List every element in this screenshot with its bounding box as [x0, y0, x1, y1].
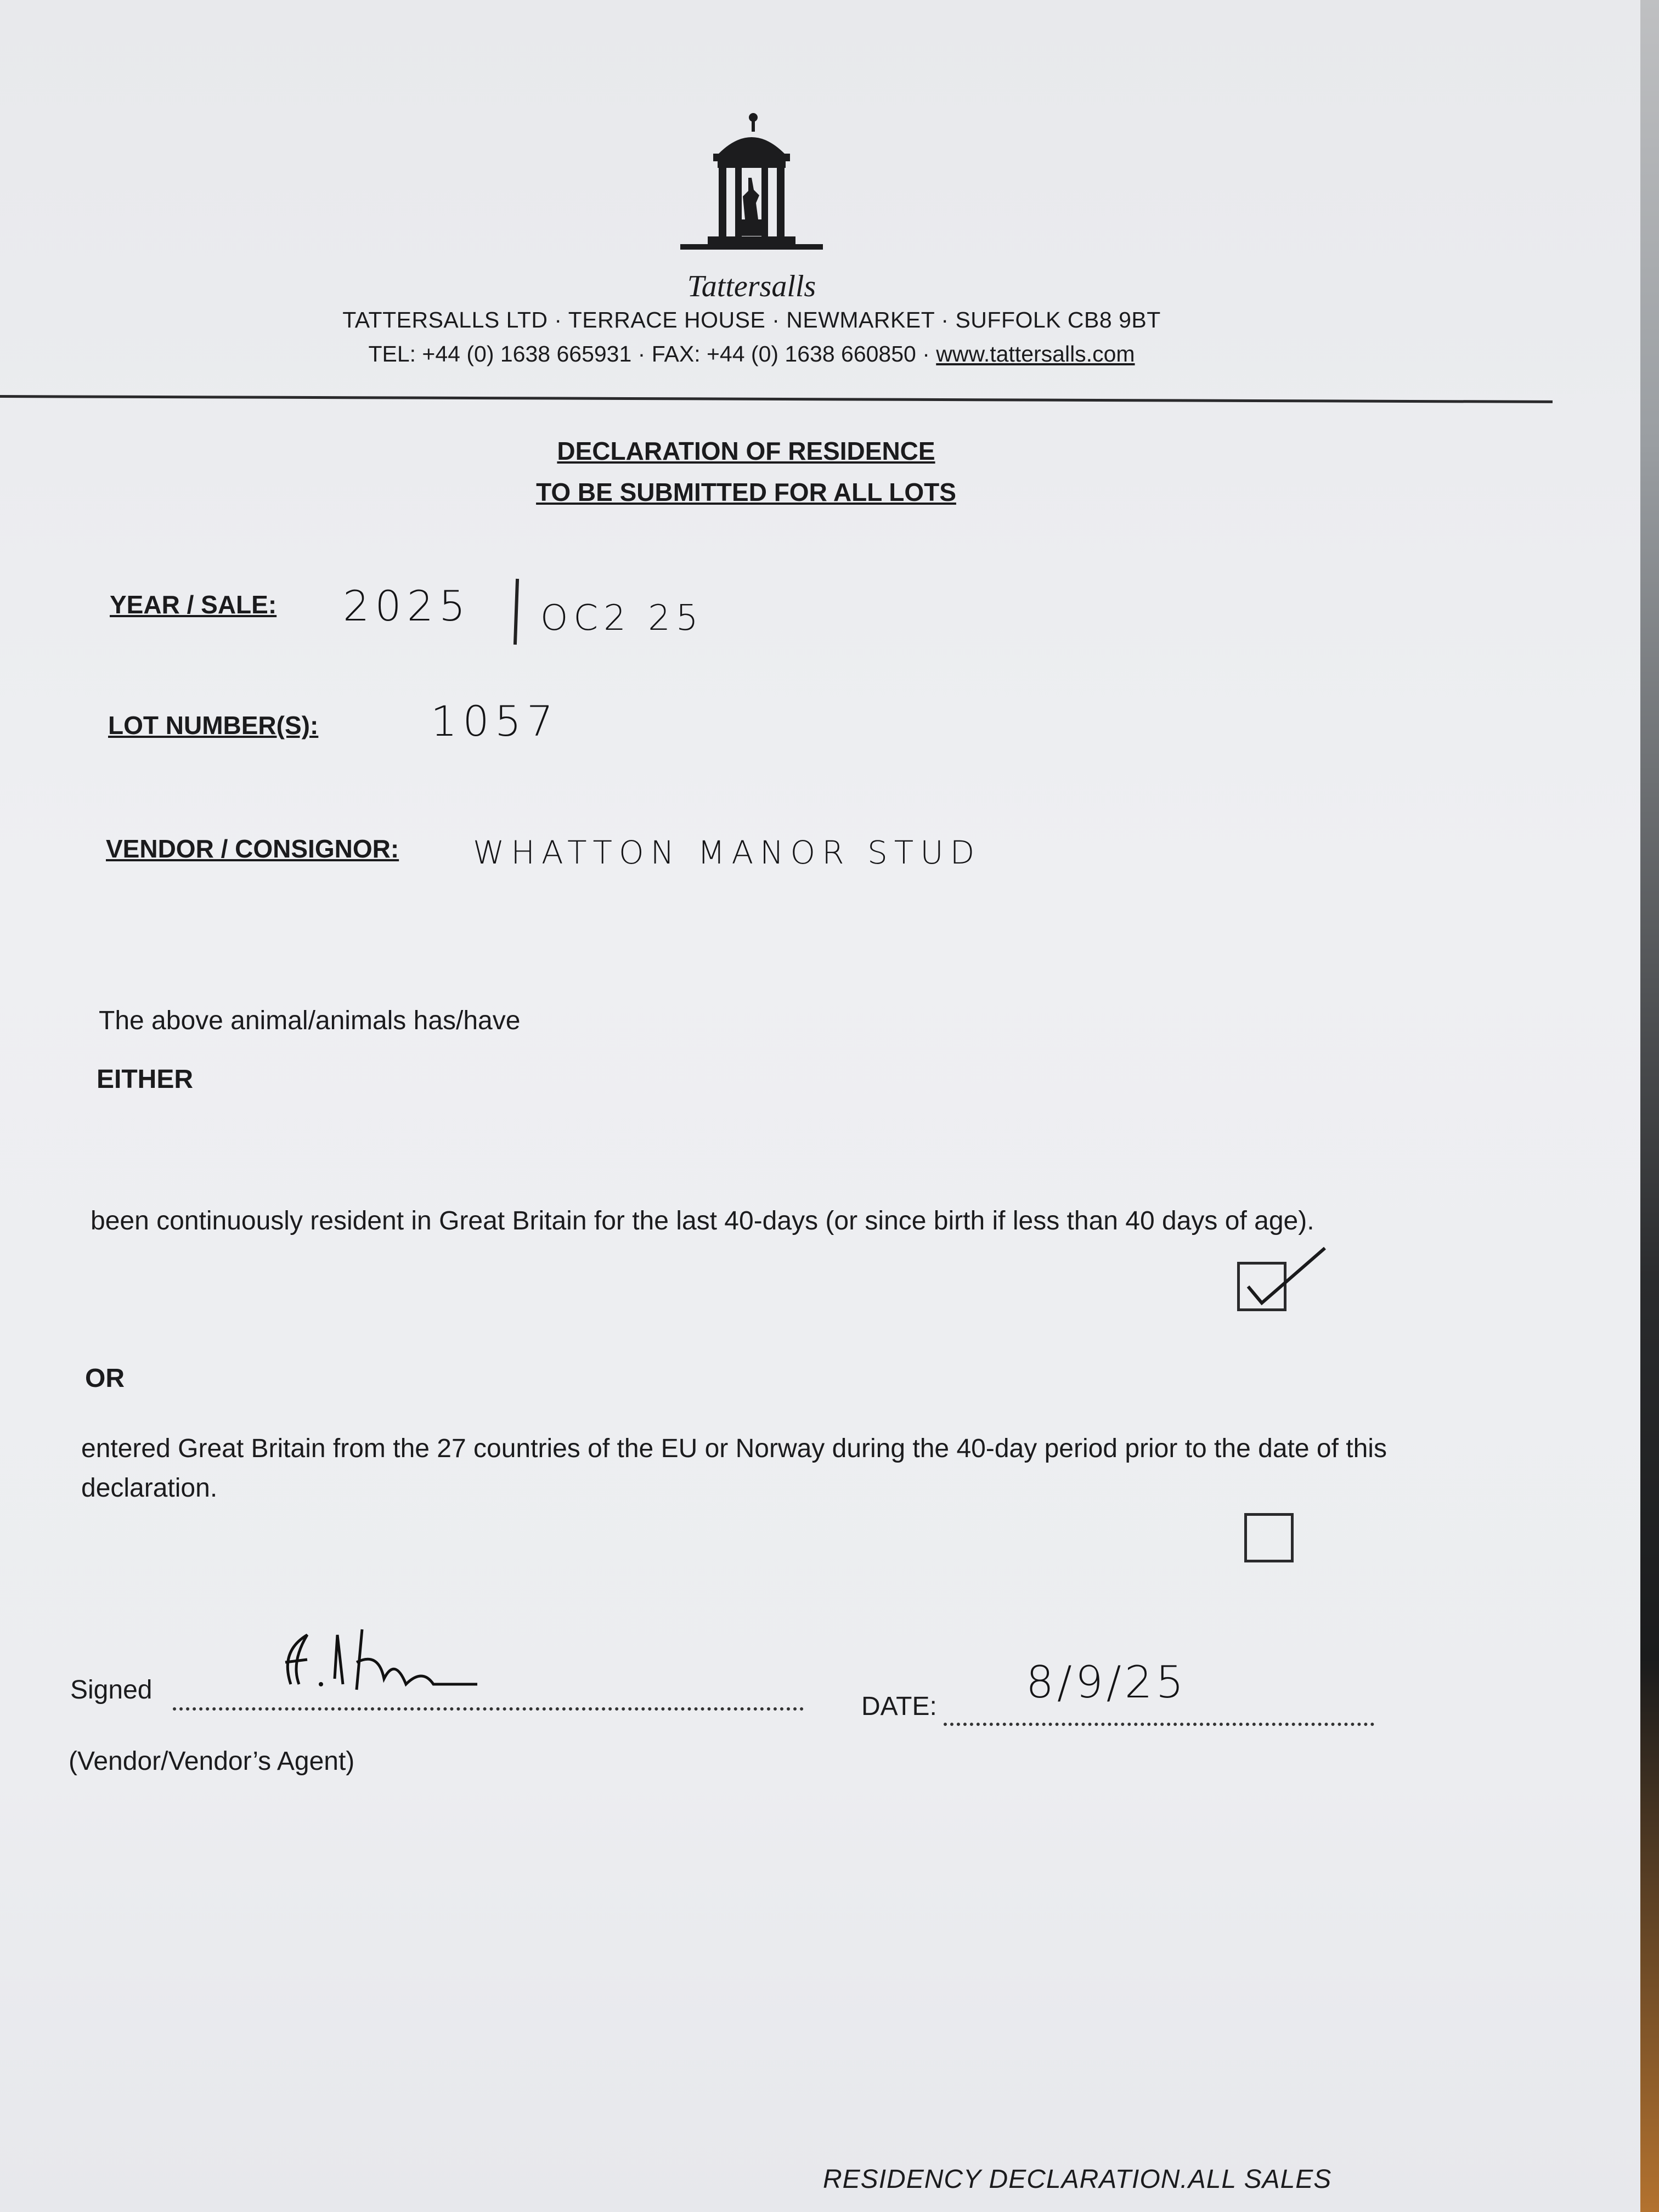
either-label: EITHER	[97, 1065, 194, 1094]
website-link[interactable]: www.tattersalls.com	[936, 341, 1135, 366]
option-eu-text: entered Great Britain from the 27 countries of the EU or Norway during the 40-day period prior to the date of this declaration.	[81, 1434, 1387, 1503]
option-resident-text: been continuously resident in Great Britain for the last 40-days (or since birth if less than 40 days of age).	[91, 1206, 1314, 1235]
date-line	[944, 1723, 1374, 1726]
lot-number-label: LOT NUMBER(S):	[108, 711, 319, 740]
or-label: OR	[85, 1364, 125, 1393]
form-subtitle: TO BE SUBMITTED FOR ALL LOTS	[536, 478, 956, 506]
signature-image[interactable]	[269, 1602, 499, 1712]
option-resident-checkbox[interactable]	[1237, 1262, 1286, 1311]
tattersalls-logo	[680, 110, 823, 269]
contact-numbers: TEL: +44 (0) 1638 665931 · FAX: +44 (0) 1638 660850 ·	[368, 341, 936, 366]
brand-name: Tattersalls	[687, 269, 816, 303]
company-address: TATTERSALLS LTD · TERRACE HOUSE · NEWMARKET · SUFFOLK CB8 9BT	[342, 307, 1161, 332]
form-title: DECLARATION OF RESIDENCE	[557, 437, 935, 465]
vendor-value[interactable]: WHATTON MANOR STUD	[473, 834, 981, 871]
form-footer: RESIDENCY DECLARATION.ALL SALES	[823, 2165, 1332, 2194]
option-eu-checkbox[interactable]	[1244, 1513, 1294, 1562]
statement-intro: The above animal/animals has/have	[99, 1006, 521, 1035]
year-sale-label: YEAR / SALE:	[110, 590, 277, 619]
date-value[interactable]: 8/9/25	[1026, 1657, 1187, 1708]
year-sale-separator	[514, 579, 519, 645]
header-divider	[0, 395, 1553, 403]
signer-role: (Vendor/Vendor’s Agent)	[69, 1747, 355, 1776]
year-value[interactable]: 2025	[343, 582, 471, 630]
lot-number-value[interactable]: 1057	[431, 697, 559, 746]
contact-line	[285, 341, 1218, 367]
sale-value[interactable]: OC2 25	[540, 598, 704, 639]
vendor-label: VENDOR / CONSIGNOR:	[106, 834, 399, 863]
background-surface	[1640, 0, 1659, 2212]
checkmark-icon	[1237, 1226, 1325, 1297]
signed-label: Signed	[70, 1675, 153, 1705]
date-label: DATE:	[861, 1692, 937, 1721]
